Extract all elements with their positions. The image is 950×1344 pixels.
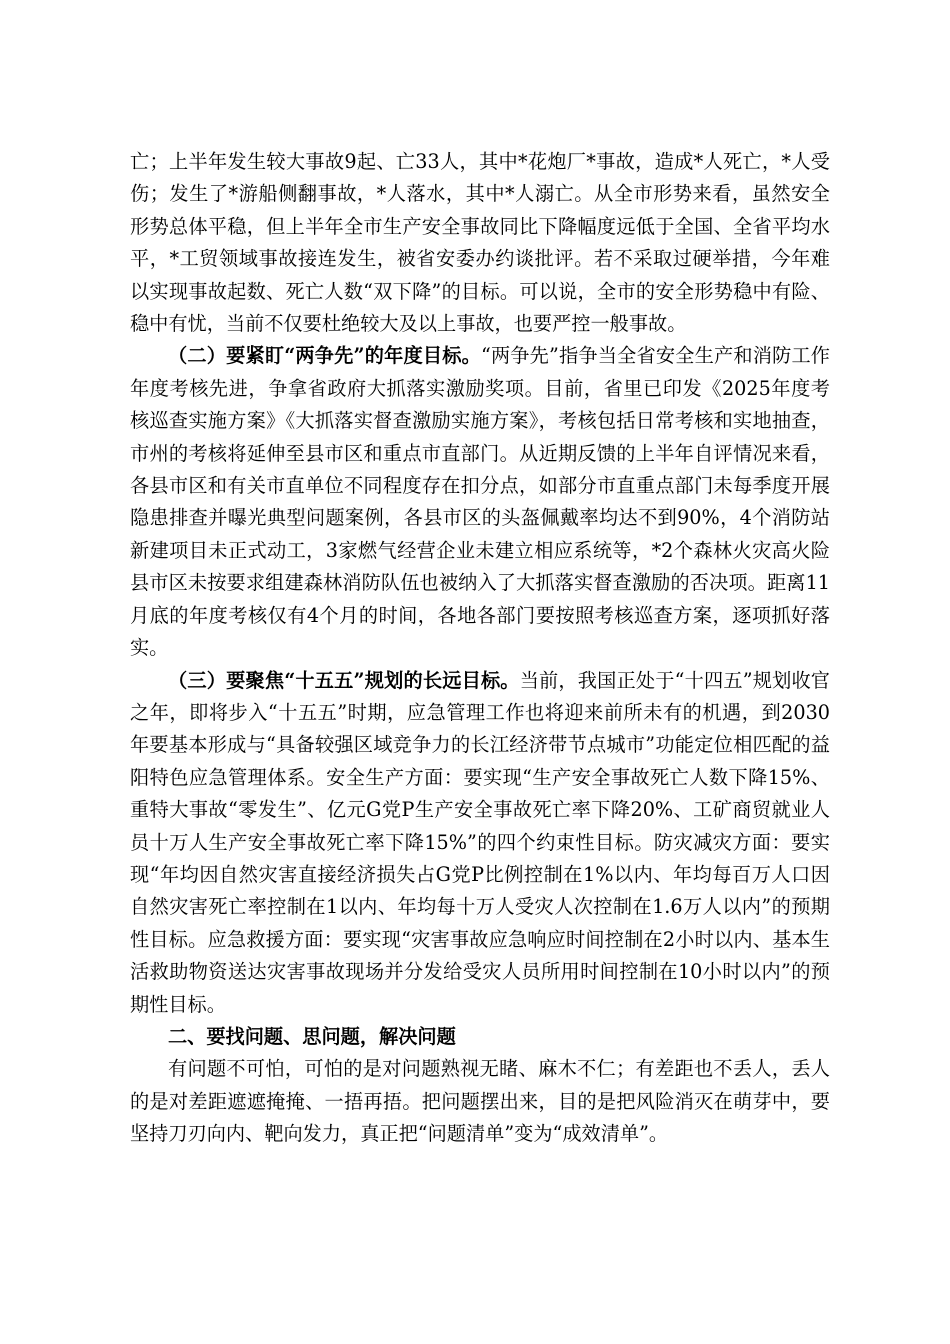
paragraph-15th-plan	[130, 665, 830, 1021]
paragraph-15th-plan-body: 当前，我国正处于“十四五”规划收官之年，即将步入“十五五”时期，应急管理工作也将迎来前所未有的机遇，到2030年要基本形成与“具备较强区域竞争力的长江经济带节点城市”功能定位相匹配的益阳特色应急管理体系。安全生产方面：要实现“生产安全事故死亡人数下降15%、重特大事故“零发生”、亿元G党P生产安全事故死亡率下降20%、工矿商贸就业人员十万人生产安全事故死亡率下降15%”的四个约束性目标。防灾减灾方面：要实现“年均因自然灾害直接经济损失占G党P比例控制在1%以内、年均每百万人口因自然灾害死亡率控制在1以内、年均每十万人受灾人次控制在1.6万人以内”的预期性目标。应急救援方面：要实现“灾害事故应急响应时间控制在2小时以内、基本生活救助物资送达灾害事故现场并分发给受灾人员所用时间控制在10小时以内”的预期性目标。	[130, 668, 830, 1016]
section-heading: 二、要找问题、思问题，解决问题	[168, 1024, 456, 1048]
paragraph-two-contests-body: “两争先”指争当全省安全生产和消防工作年度考核先进，争拿省政府大抓落实激励奖项。目前，省里已印发《2025年度考核巡查实施方案》《大抓落实督查激励实施方案》，考核包括日常考核和实地抽查，市州的考核将延伸至县市区和重点市直部门。从近期反馈的上半年自评情况来看，各县市区和有关市直单位不同程度存在扣分点，如部分市直重点部门未每季度开展隐患排查并曝光典型问题案例，各县市区的头盔佩戴率均达不到90%，4个消防站新建项目未正式动工，3家燃气经营企业未建立相应系统等，*2个森林火灾高火险县市区未按要求组建森林消防队伍也被纳入了大抓落实督查激励的否决项。距离11月底的年度考核仅有4个月的时间，各地各部门要按照考核巡查方案，逐项抓好落实。	[130, 344, 830, 660]
subheading-two-contests: （二）要紧盯“两争先”的年度目标。	[168, 344, 481, 368]
paragraph-problems: 有问题不可怕，可怕的是对问题熟视无睹、麻木不仁；有差距也不丢人，丢人的是对差距遮遮掩掩、一捂再捂。把问题摆出来，目的是把风险消灭在萌芽中，要坚持刀刃向内、靶向发力，真正把“问题清单”变为“成效清单”。	[130, 1057, 830, 1146]
document-page	[130, 146, 830, 1151]
subheading-15th-plan: （三）要聚焦“十五五”规划的长远目标。	[168, 668, 520, 692]
paragraph-two-contests	[130, 340, 830, 664]
paragraph-continuation: 亡；上半年发生较大事故9起、亡33人，其中*花炮厂*事故，造成*人死亡，*人受伤；发生了*游船侧翻事故，*人落水，其中*人溺亡。从全市形势来看，虽然安全形势总体平稳，但上半年全市生产安全事故同比下降幅度远低于全国、全省平均水平，*工贸领域事故接连发生，被省安委办约谈批评。若不采取过硬举措，今年难以实现事故起数、死亡人数“双下降”的目标。可以说，全市的安全形势稳中有险、稳中有忧，当前不仅要杜绝较大及以上事故，也要严控一般事故。	[130, 150, 830, 336]
